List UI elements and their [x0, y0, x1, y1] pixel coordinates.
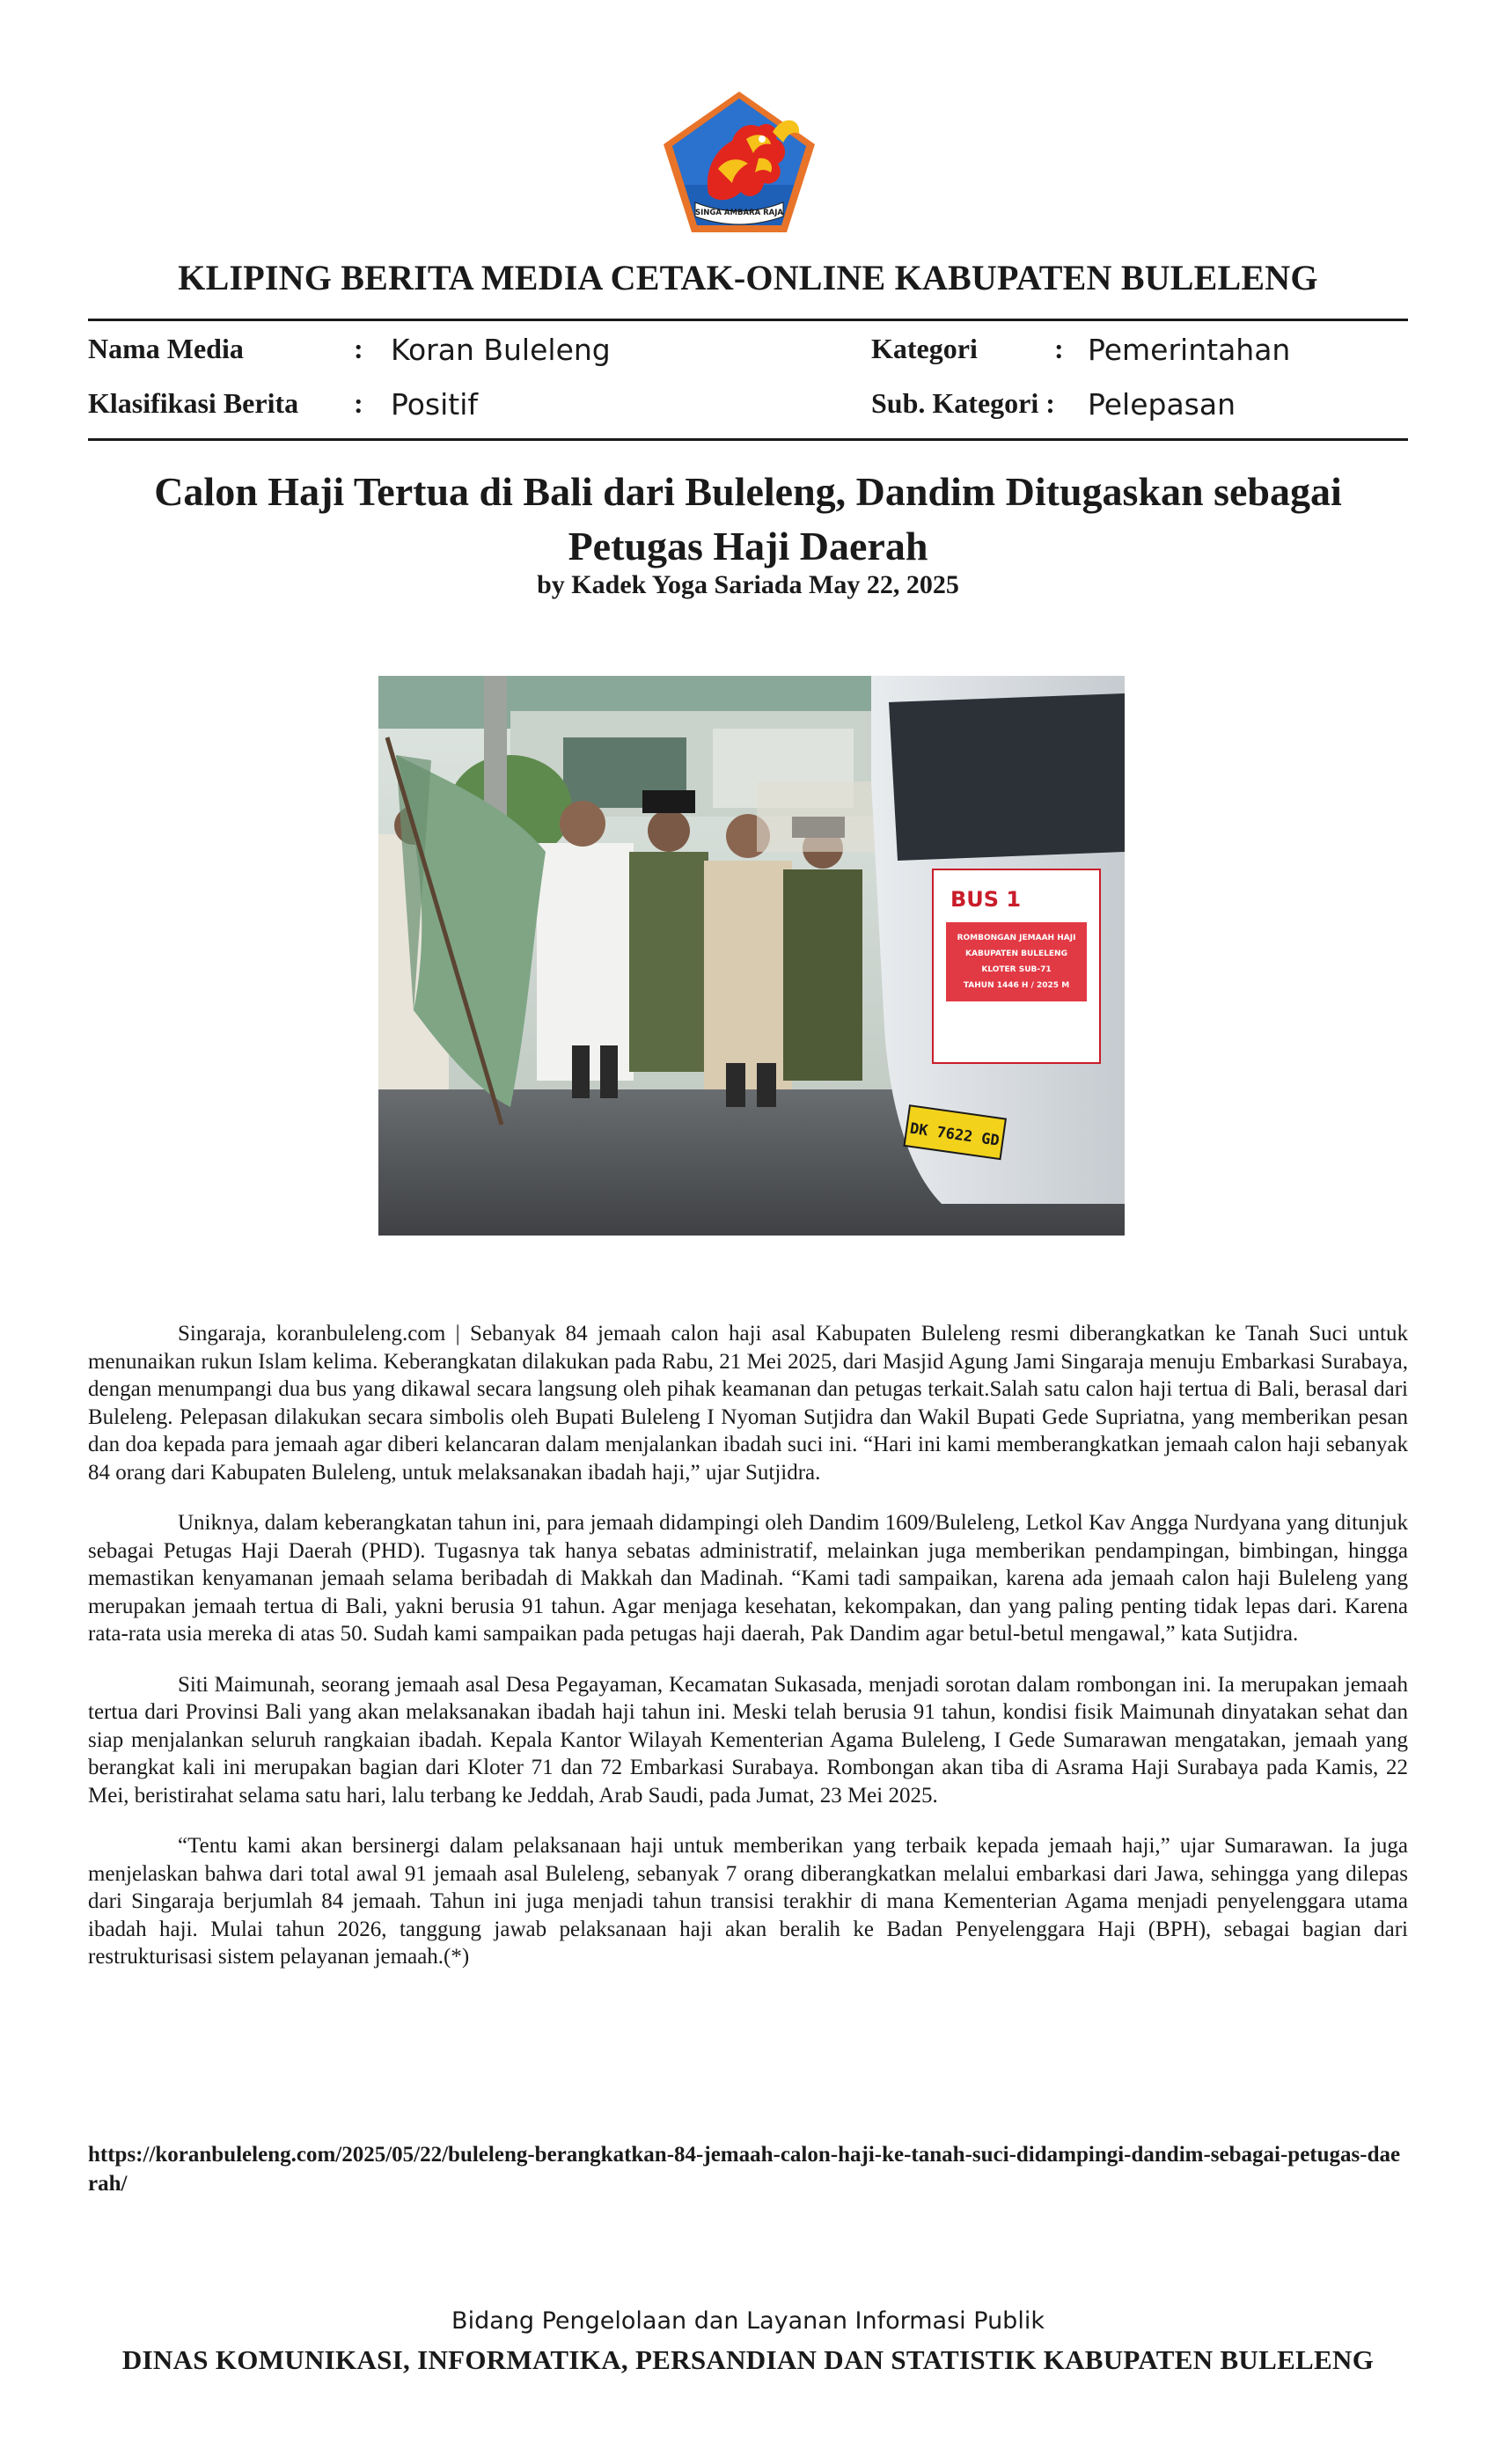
photo-sign-line-3: KLOTER SUB-71 — [981, 965, 1052, 974]
klasifikasi-label: Klasifikasi Berita — [88, 387, 299, 419]
article-body — [88, 1320, 1408, 1994]
article-paragraph-2: Uniknya, dalam keberangkatan tahun ini, para jemaah didampingi oleh Dandim 1609/Buleleng, Letkol Kav Angga Nurdyana yang ditunjuk sebagai Petugas Haji Daerah (PHD). Tugasnya tak hanya sebatas administratif, melainkan juga memberikan pendampingan, bimbingan, hingga memastikan kenyamanan jemaah selama beribadah di Makkah dan Madinah. “Kami tadi sampaikan, karena ada jemaah calon haji Buleleng yang merupakan jemaah tertua di Bali, yakni berusia 91 tahun. Agar menjaga kesehatan, kekompakan, dan yang paling penting tidak lepas dari. Karena rata-rata usia mereka di atas 50. Sudah kami sampaikan pada petugas haji daerah, Pak Dandim agar betul-betul mengawal,” kata Sutjidra. — [88, 1511, 1408, 1646]
buleleng-regency-logo — [660, 88, 818, 236]
article-paragraph-3: Siti Maimunah, seorang jemaah asal Desa Pegayaman, Kecamatan Sukasada, menjadi sorotan dalam rombongan ini. Ia merupakan jemaah tertua dari Provinsi Bali yang akan melaksanakan ibadah haji tahun ini. Meski telah berusia 91 tahun, kondisi fisik Maimunah dinyatakan sehat dan siap menjalankan seluruh rangkaian ibadah. Kepala Kantor Wilayah Kementerian Agama Buleleng, I Gede Sumarawan mengatakan, jemaah yang berangkat kali ini merupakan bagian dari Kloter 71 dan 72 Embarkasi Surabaya. Rombongan akan tiba di Asrama Haji Surabaya pada Kamis, 22 Mei, beristirahat selama satu hari, lalu terbang ke Jeddah, Arab Saudi, pada Jumat, 23 Mei 2025. — [88, 1672, 1408, 1808]
nama-media-value: Koran Buleleng — [391, 333, 611, 367]
photo-sign-line-2: KABUPATEN BULELENG — [965, 950, 1067, 958]
bottom-divider — [88, 438, 1408, 441]
photo-sign-line-1: ROMBONGAN JEMAAH HAJI — [957, 934, 1076, 942]
document-title: KLIPING BERITA MEDIA CETAK-ONLINE KABUPATEN BULELENG — [178, 258, 1318, 297]
photo-sign-line-4: TAHUN 1446 H / 2025 M — [963, 981, 1070, 990]
photo-license-plate: DK 7622 GD — [908, 1119, 1001, 1150]
sub-kategori-label: Sub. Kategori : — [871, 387, 1055, 419]
nama-media-label: Nama Media — [88, 333, 244, 364]
photo-sign-title: BUS 1 — [950, 887, 1022, 912]
sub-kategori-value: Pelepasan — [1088, 387, 1236, 422]
klasifikasi-value: Positif — [391, 387, 478, 422]
source-url-link[interactable]: https://koranbuleleng.com/2025/05/22/buleleng-berangkatkan-84-jemaah-calon-haji-ke-tanah-suci-didampingi-dandim-sebagai-petugas-daerah/ — [88, 2143, 1401, 2196]
nama-media-colon: : — [354, 333, 363, 364]
kategori-value: Pemerintahan — [1088, 333, 1291, 367]
kategori-label: Kategori — [871, 333, 978, 364]
klasifikasi-colon: : — [354, 387, 363, 419]
article-paragraph-1: Singaraja, koranbuleleng.com | Sebanyak 84 jemaah calon haji asal Kabupaten Buleleng resmi diberangkatkan ke Tanah Suci untuk menunaikan rukun Islam kelima. Keberangkatan dilakukan pada Rabu, 21 Mei 2025, dari Masjid Agung Jami Singaraja menuju Embarkasi Surabaya, dengan menumpangi dua bus yang dikawal secara langsung oleh pihak keamanan dan petugas terkait.Salah satu calon haji tertua di Bali, berasal dari Buleleng. Pelepasan dilakukan secara simbolis oleh Bupati Buleleng I Nyoman Sutjidra dan Wakil Bupati Gede Supriatna, yang memberikan pesan dan doa kepada para jemaah agar diberi kelancaran dalam menjalankan ibadah suci ini. “Hari ini kami memberangkatkan jemaah calon haji sebanyak 84 orang dari Kabupaten Buleleng, untuk melaksanakan ibadah haji,” ujar Sutjidra. — [88, 1322, 1408, 1485]
article-photo — [378, 676, 1125, 1236]
top-divider — [88, 319, 1408, 321]
logo-motto: SINGA AMBARA RAJA — [695, 209, 783, 217]
kategori-colon: : — [1054, 333, 1064, 364]
footer-agency: DINAS KOMUNIKASI, INFORMATIKA, PERSANDIAN DAN STATISTIK KABUPATEN BULELENG — [121, 2344, 1375, 2375]
article-paragraph-4: “Tentu kami akan bersinergi dalam pelaksanaan haji untuk memberikan yang terbaik kepada jemaah haji,” ujar Sumarawan. Ia juga menjelaskan bahwa dari total awal 91 jemaah asal Buleleng, sebanyak 7 orang diberangkatkan melalui embarkasi dari Jawa, sehingga yang dilepas dari Singaraja berjumlah 84 jemaah. Tahun ini juga menjadi tahun transisi terakhir di mana Kementerian Agama menjadi penyelenggara utama ibadah haji. Mulai tahun 2026, tanggung jawab pelaksanaan haji akan beralih ke Badan Penyelenggara Haji (BPH), sebagai bagian dari restrukturisasi sistem pelayanan jemaah.(*) — [88, 1834, 1408, 1969]
article-headline: Calon Haji Tertua di Bali dari Buleleng, Dandim Ditugaskan sebagai Petugas Haji Daerah — [154, 469, 1342, 568]
article-byline: by Kadek Yoga Sariada May 22, 2025 — [537, 570, 959, 599]
footer-department: Bidang Pengelolaan dan Layanan Informasi Publik — [451, 2307, 1045, 2335]
